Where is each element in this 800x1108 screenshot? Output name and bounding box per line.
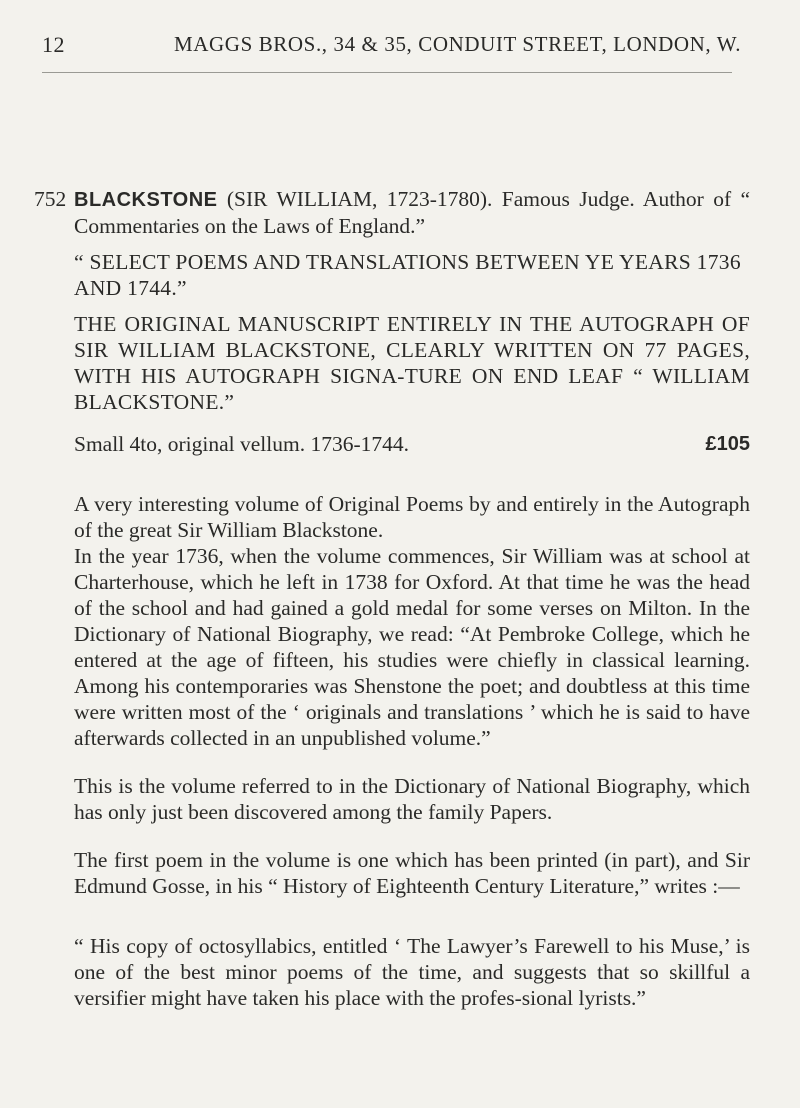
- page-header: [42, 32, 742, 92]
- paragraph: A very interesting volume of Original Poems by and entirely in the Autograph of the great Sir William Blackstone.: [74, 492, 750, 542]
- author-heading: [74, 186, 750, 239]
- price: £105: [705, 433, 750, 455]
- paragraph: This is the volume referred to in the Dictionary of National Biography, which has only just been discovered among the family Papers.: [74, 774, 750, 824]
- running-head: MAGGS BROS., 34 & 35, CONDUIT STREET, LONDON, W.: [174, 32, 742, 56]
- paragraph: In the year 1736, when the volume commences, Sir William was at school at Charterhouse, which he left in 1738 for Oxford. At that time he was the head of the school and had gained a gold medal for some verses on Milton. In the Dictionary of National Biography, we read: “At Pembroke College, which he entered at the age of fifteen, his studies were chiefly in classical learning. Among his contemporaries was Shenstone the poet; and doubtless at this time were written most of the ‘ originals and translations ’ which he is said to have afterwards collected in an unpublished volume.”: [74, 544, 750, 750]
- description-row: [74, 431, 750, 457]
- catalogue-entry: [34, 186, 750, 1011]
- manuscript-note: THE ORIGINAL MANUSCRIPT ENTIRELY IN THE AUTOGRAPH OF SIR WILLIAM BLACKSTONE, CLEARLY WRITTEN ON 77 PAGES, WITH HIS AUTOGRAPH SIGNA-TURE ON END LEAF “ WILLIAM BLACKSTONE.”: [74, 312, 750, 414]
- lot-number: 752: [34, 187, 67, 211]
- author-details: (SIR WILLIAM, 1723-1780). Famous Judge. Author of “ Commentaries on the Laws of England.”: [74, 187, 750, 238]
- author-name: BLACKSTONE: [74, 189, 218, 211]
- paragraph: The first poem in the volume is one which has been printed (in part), and Sir Edmund Gosse, in his “ History of Eighteenth Century Literature,” writes :—: [74, 848, 750, 898]
- page-number: 12: [42, 32, 65, 57]
- physical-description: Small 4to, original vellum. 1736-1744.: [74, 432, 410, 456]
- quotation-paragraph: “ His copy of octosyllabics, entitled ‘ The Lawyer’s Farewell to his Muse,’ is one of the best minor poems of the time, and suggests that so skillful a versifier might have taken his place with the profes-sional lyrists.”: [74, 934, 750, 1010]
- header-rule: [42, 72, 732, 73]
- item-title: “ SELECT POEMS AND TRANSLATIONS BETWEEN YE YEARS 1736 AND 1744.”: [74, 250, 741, 300]
